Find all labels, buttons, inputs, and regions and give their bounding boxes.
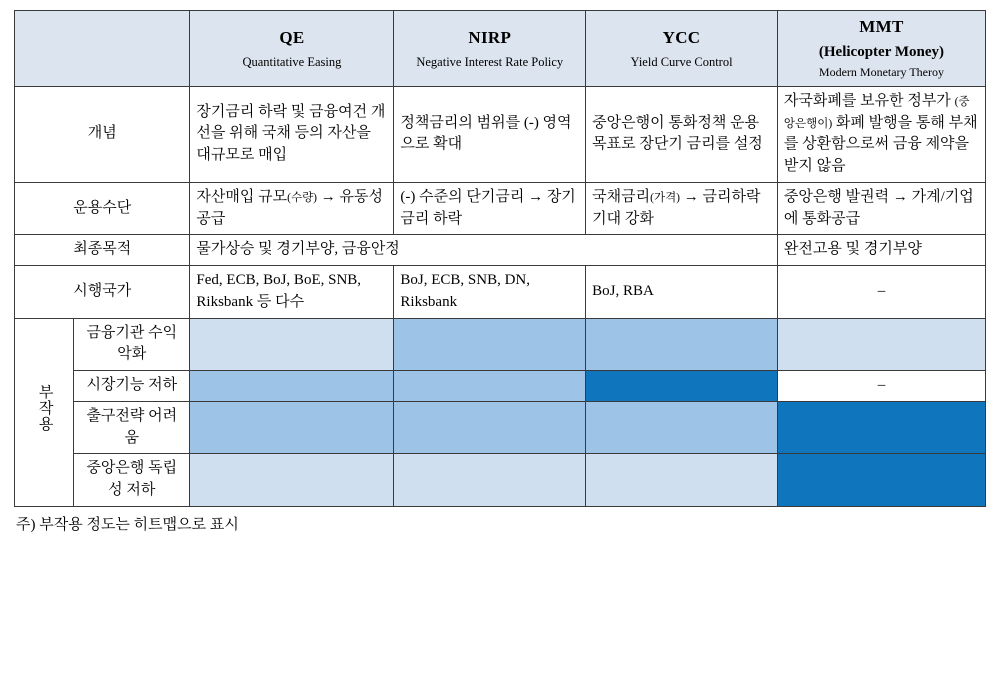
concept-mmt: 자국화폐를 보유한 정부가 (중앙은행이) 화폐 발행을 통해 부채를 상환함으로써 금융 제약을 받지 않음 [777, 86, 985, 182]
table-row-sideeffect-1 [15, 318, 986, 371]
header-col-mmt-abbr: MMT [859, 17, 904, 36]
heat-cell-4-nirp [394, 454, 586, 507]
table-row-sideeffect-2 [15, 371, 986, 402]
header-corner-blank [15, 11, 190, 87]
row-label-sideeffects [15, 318, 74, 506]
header-col-qe-full: Quantitative Easing [242, 55, 342, 70]
table-row-countries [15, 266, 986, 319]
countries-ycc: BoJ, RBA [586, 266, 778, 319]
sideeffect-label-4: 중앙은행 독립성 저하 [74, 454, 190, 507]
heat-cell-1-mmt [777, 318, 985, 371]
countries-qe: Fed, ECB, BoJ, BoE, SNB, Riksbank 등 다수 [190, 266, 394, 319]
sideeffect-label-2: 시장기능 저하 [74, 371, 190, 402]
table-row-instrument [15, 182, 986, 235]
table-row-sideeffect-3 [15, 401, 986, 454]
sideeffect-mmt-placeholder: – [777, 371, 985, 402]
policy-comparison-table [14, 10, 986, 507]
header-col-qe [190, 11, 394, 87]
header-col-qe-abbr: QE [279, 27, 305, 47]
row-label-goal: 최종목적 [15, 235, 190, 266]
heat-cell-2-qe [190, 371, 394, 402]
heat-cell-2-ycc [586, 371, 778, 402]
concept-nirp: 정책금리의 범위를 (-) 영역으로 확대 [394, 86, 586, 182]
instrument-ycc: 국채금리(가격) → 금리하락 기대 강화 [586, 182, 778, 235]
countries-nirp: BoJ, ECB, SNB, DN, Riksbank [394, 266, 586, 319]
row-label-instrument: 운용수단 [15, 182, 190, 235]
row-label-sideeffects-text: 부작용 [36, 384, 53, 433]
concept-qe: 장기금리 하락 및 금융여건 개선을 위해 국채 등의 자산을 대규모로 매입 [190, 86, 394, 182]
header-col-mmt [777, 11, 985, 87]
heat-cell-4-qe [190, 454, 394, 507]
row-label-countries: 시행국가 [15, 266, 190, 319]
heat-cell-3-ycc [586, 401, 778, 454]
header-col-ycc-abbr: YCC [662, 27, 701, 47]
countries-mmt: – [777, 266, 985, 319]
header-col-nirp-abbr: NIRP [468, 27, 512, 47]
heat-cell-4-mmt [777, 454, 985, 507]
table-row-goal [15, 235, 986, 266]
header-col-nirp-full: Negative Interest Rate Policy [416, 55, 564, 70]
goal-qe-nirp-ycc: 물가상승 및 경기부양, 금융안정 [190, 235, 777, 266]
heat-cell-1-nirp [394, 318, 586, 371]
table-row-sideeffect-4 [15, 454, 986, 507]
header-col-mmt-full: (Helicopter Money) [818, 43, 944, 60]
row-label-concept: 개념 [15, 86, 190, 182]
sideeffect-label-3: 출구전략 어려움 [74, 401, 190, 454]
heat-cell-1-ycc [586, 318, 778, 371]
heat-cell-3-nirp [394, 401, 586, 454]
header-col-ycc [586, 11, 778, 87]
heat-cell-3-qe [190, 401, 394, 454]
heat-cell-3-mmt [777, 401, 985, 454]
instrument-mmt: 중앙은행 발권력 → 가계/기업에 통화공급 [777, 182, 985, 235]
instrument-qe: 자산매입 규모(수량) → 유동성 공급 [190, 182, 394, 235]
table-header-row [15, 11, 986, 87]
sideeffect-label-1: 금융기관 수익 악화 [74, 318, 190, 371]
heat-cell-1-qe [190, 318, 394, 371]
table-row-concept [15, 86, 986, 182]
instrument-nirp: (-) 수준의 단기금리 → 장기금리 하락 [394, 182, 586, 235]
table-footnote: 주) 부작용 정도는 히트맵으로 표시 [16, 516, 239, 533]
header-col-mmt-full2: Modern Monetary Theroy [818, 65, 944, 80]
header-col-ycc-full: Yield Curve Control [630, 55, 733, 70]
heat-cell-4-ycc [586, 454, 778, 507]
concept-ycc: 중앙은행이 통화정책 운용 목표로 장단기 금리를 설정 [586, 86, 778, 182]
header-col-nirp [394, 11, 586, 87]
goal-mmt: 완전고용 및 경기부양 [777, 235, 985, 266]
heat-cell-2-nirp [394, 371, 586, 402]
